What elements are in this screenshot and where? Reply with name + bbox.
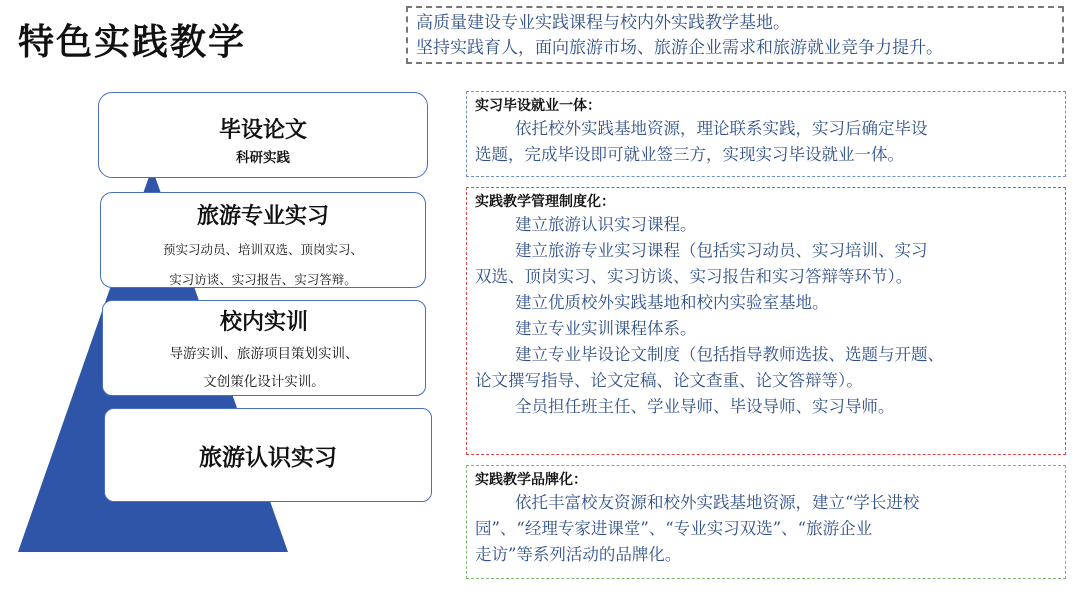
intro-line: 高质量建设专业实践课程与校内外实践教学基地。 (416, 13, 790, 33)
panel-title: 实习毕设就业一体： (475, 98, 601, 114)
panel-line: 建立专业毕设论文制度（包括指导教师选拔、选题与开题、 (515, 345, 944, 364)
level-title: 旅游专业实习 (196, 204, 329, 229)
panel-line: 建立专业实训课程体系。 (515, 319, 697, 338)
panel-management (466, 187, 1066, 455)
pyramid-level-cognition (104, 408, 432, 502)
level-title: 旅游认识实习 (199, 445, 337, 471)
panel-integration (466, 91, 1066, 177)
level-desc: 实习访谈、实习报告、实习答辩。 (169, 272, 357, 287)
level-title: 校内实训 (219, 310, 308, 335)
panel-line: 双选、顶岗实习、实习访谈、实习报告和实习答辩等环节）。 (475, 267, 913, 286)
panel-line: 建立旅游认识实习课程。 (515, 215, 697, 234)
level-desc: 预实习动员、培训双选、顶岗实习、 (162, 242, 363, 257)
panel-line: 全员担任班主任、学业导师、毕设导师、实习导师。 (515, 397, 895, 416)
pyramid-level-training (102, 300, 426, 396)
pyramid-level-thesis (98, 92, 428, 178)
panel-line: 园”、“经理专家进课堂”、“专业实习双选”、“旅游企业 (475, 519, 873, 538)
panel-line: 论文撰写指导、论文定稿、论文查重、论文答辩等）。 (475, 371, 863, 390)
panel-title: 实践教学品牌化： (475, 472, 587, 488)
page-title: 特色实践教学 (18, 22, 247, 63)
panel-line: 建立旅游专业实习课程（包括实习动员、实习培训、实习 (515, 241, 928, 260)
intro-box (406, 6, 1064, 64)
panel-line: 依托校外实践基地资源，理论联系实践，实习后确定毕设 (515, 119, 928, 138)
panel-line: 依托丰富校友资源和校外实践基地资源，建立“学长进校 (515, 493, 920, 512)
level-desc: 科研实践 (236, 150, 290, 166)
panel-line: 选题，完成毕设即可就业签三方，实现实习毕设就业一体。 (475, 145, 904, 164)
level-title: 毕设论文 (218, 118, 307, 143)
intro-line: 坚持实践育人，面向旅游市场、旅游企业需求和旅游就业竞争力提升。 (416, 38, 943, 58)
panel-line: 走访”等系列活动的品牌化。 (475, 545, 682, 564)
level-desc: 导游实训、旅游项目策划实训、 (169, 346, 359, 362)
panel-line: 建立优质校外实践基地和校内实验室基地。 (515, 293, 829, 312)
panel-title: 实践教学管理制度化： (475, 194, 615, 210)
panel-branding (466, 465, 1066, 579)
level-desc: 文创策化设计实训。 (203, 374, 325, 390)
pyramid-level-internship (100, 192, 426, 288)
